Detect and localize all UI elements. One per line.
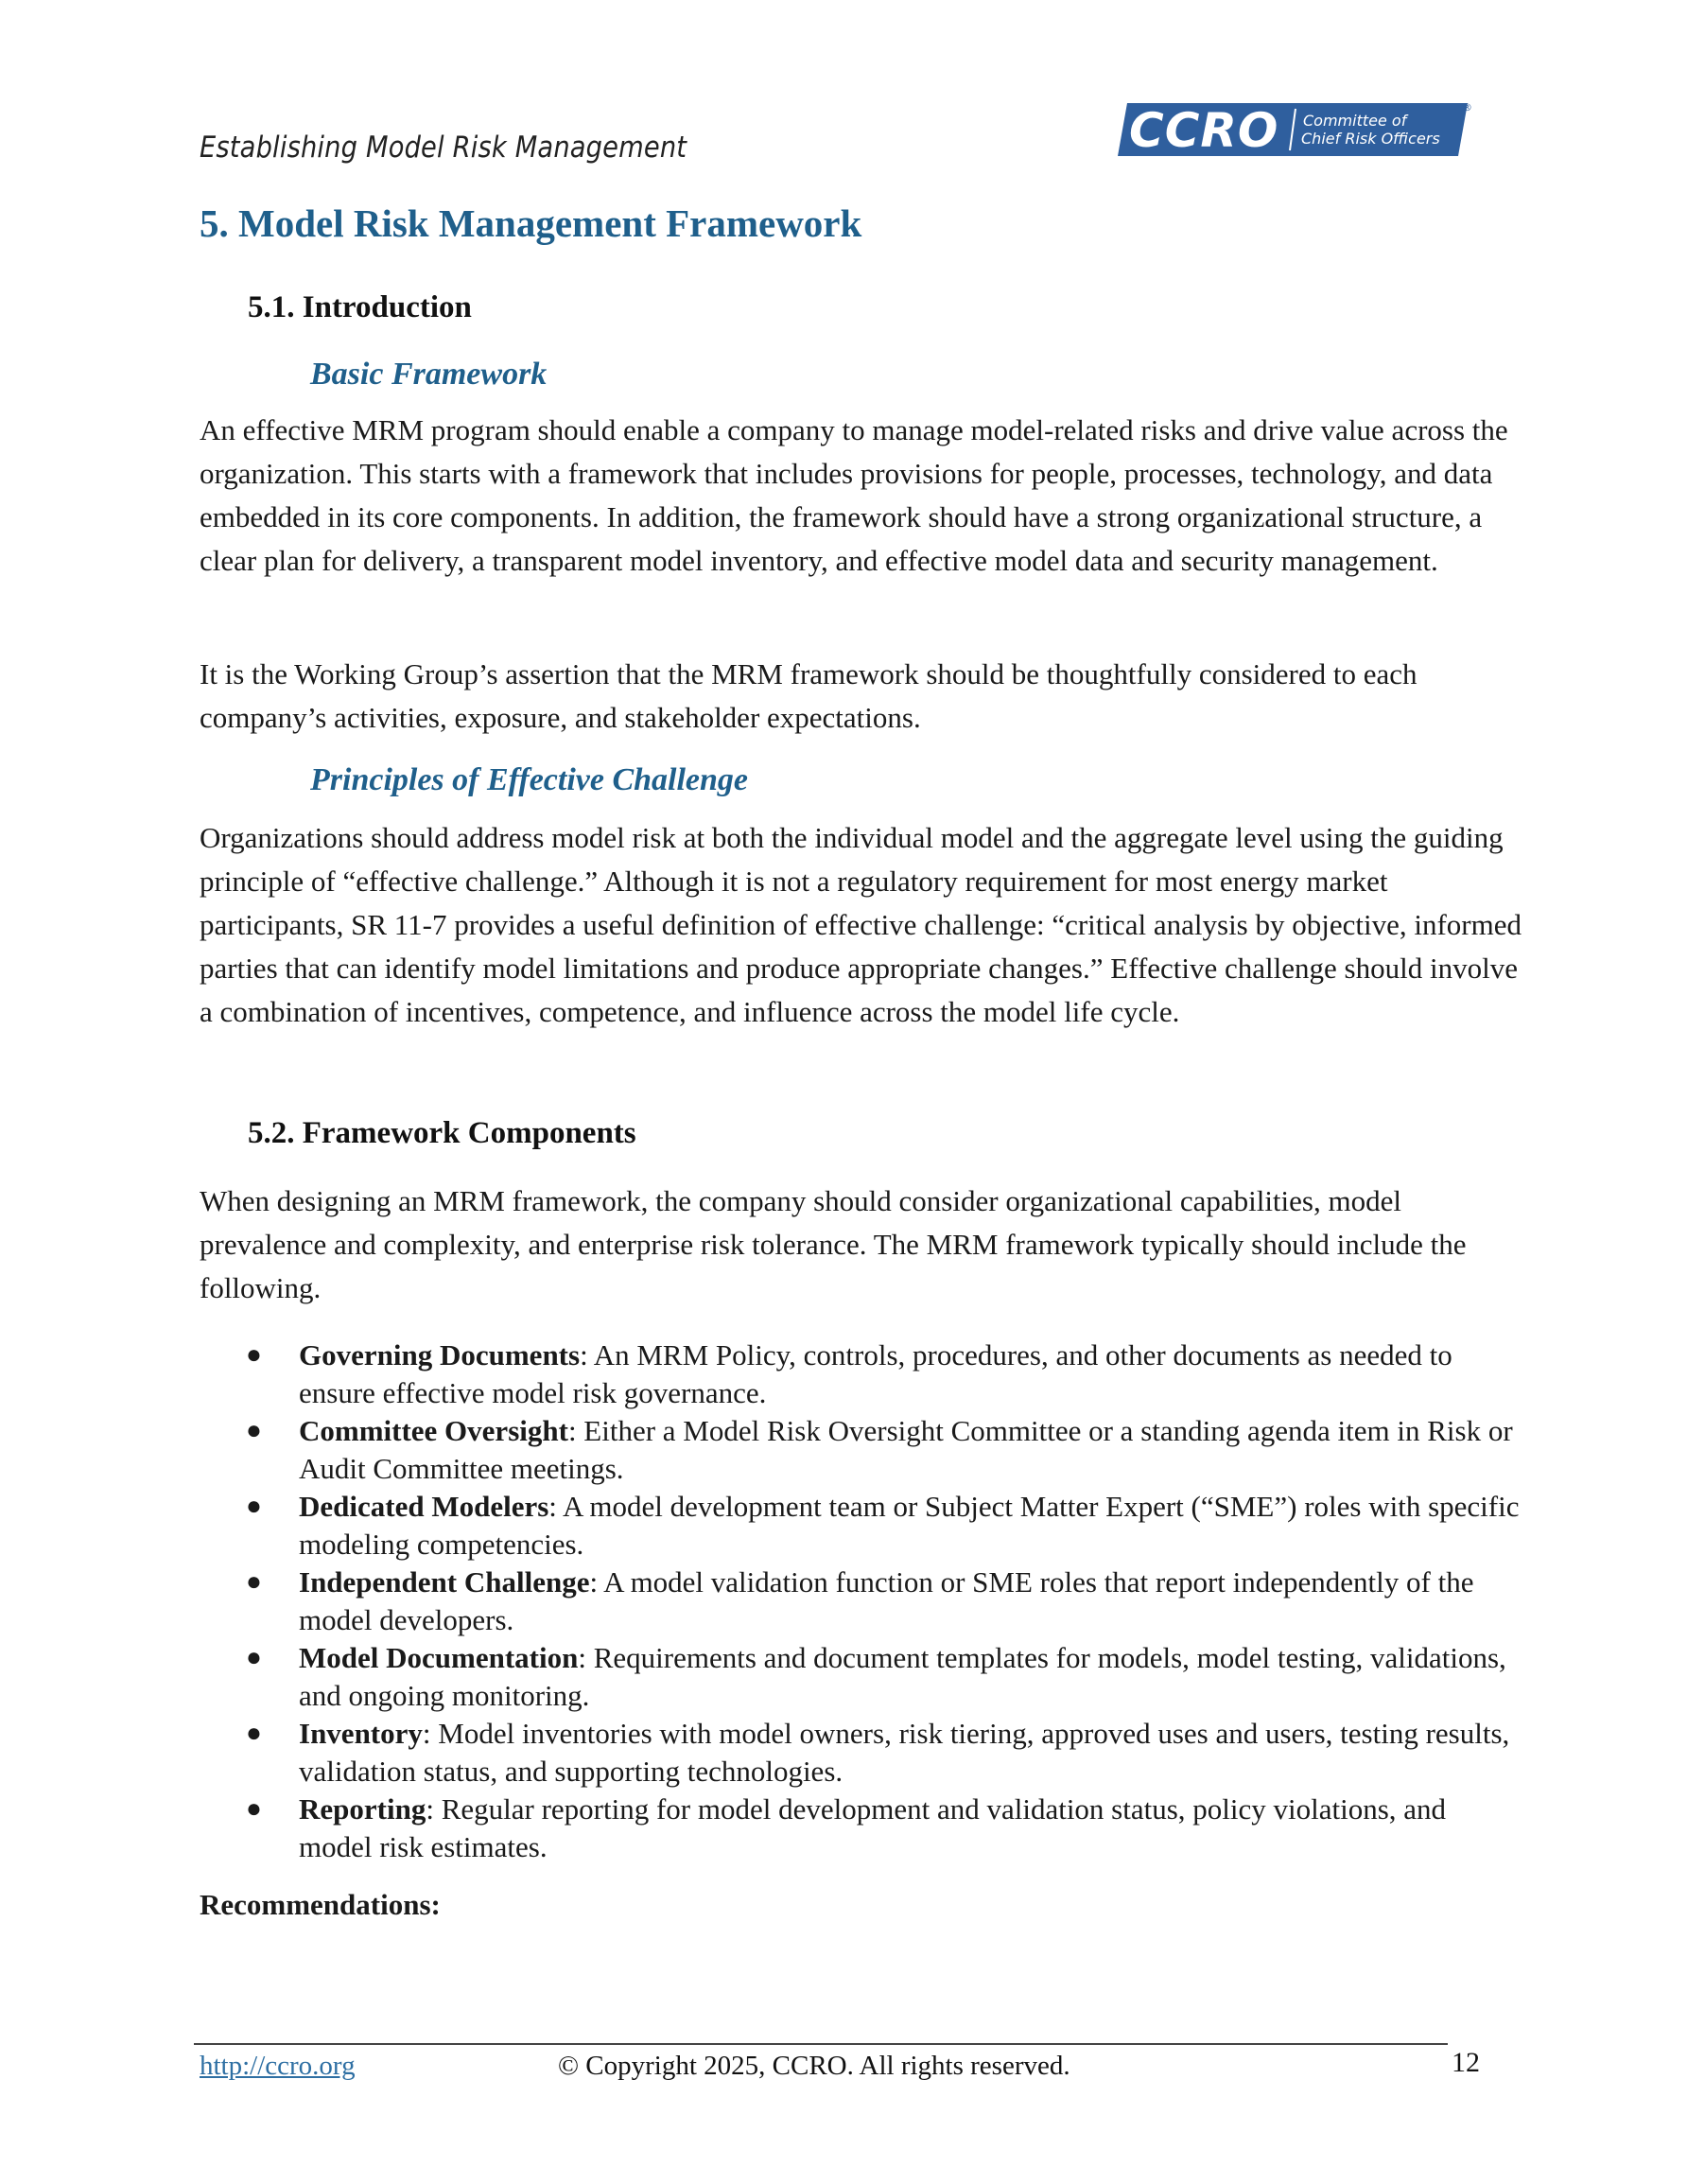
footer-copyright: © Copyright 2025, CCRO. All rights reserved. <box>558 2051 1070 2081</box>
footer-website-link[interactable]: http://ccro.org <box>200 2051 356 2081</box>
section-heading: 5. Model Risk Management Framework <box>200 201 862 245</box>
components-heading: 5.2. Framework Components <box>248 1116 636 1150</box>
components-paragraph: When designing an MRM framework, the company should consider organizational capabilities, model prevalence and complexity, and enterprise risk tolerance. The MRM framework typically should include the following. <box>200 1184 1467 1304</box>
intro-heading: 5.1. Introduction <box>248 290 472 324</box>
logo-registered-mark: ® <box>1462 101 1472 114</box>
principles-paragraph: Organizations should address model risk at both the individual model and the aggregate level using the guiding principle of “effective challenge.” Although it is not a regulatory requirement for most energy market participants, SR 11-7 provides a useful definition of effective challenge: “critical analysis by objective, informed parties that can identify model limitations and produce appropriate changes.” Effective challenge should involve a combination of incentives, competence, and influence across the model life cycle. <box>200 821 1522 1028</box>
list-item: ● Independent Challenge: A model validation function or SME roles that report independently of the model developers. <box>246 1565 1474 1636</box>
logo-wordmark: CCRO <box>1129 103 1279 158</box>
list-item: ● Committee Oversight: Either a Model Risk Oversight Committee or a standing agenda item in Risk or Audit Committee meetings. <box>246 1414 1513 1485</box>
basic-framework-paragraph-1: An effective MRM program should enable a company to manage model-related risks and drive value across the organization. This starts with a framework that includes provisions for people, processes, technology, and data embedded in its core components. In addition, the framework should have a strong organizational structure, a clear plan for delivery, a transparent model inventory, and effective model data and security management. <box>200 413 1508 577</box>
running-header-title: Establishing Model Risk Management <box>200 131 687 165</box>
basic-framework-paragraph-2: It is the Working Group’s assertion that the MRM framework should be thoughtfully considered to each company’s activities, exposure, and stakeholder expectations. <box>200 657 1417 734</box>
components-list <box>200 1337 1523 1866</box>
list-item: ● Reporting: Regular reporting for model development and validation status, policy violations, and model risk estimates. <box>246 1792 1447 1863</box>
ccro-logo <box>1116 97 1475 162</box>
logo-line1: Committee of <box>1303 112 1407 130</box>
list-item: ● Model Documentation: Requirements and document templates for models, model testing, validations, and ongoing monitoring. <box>246 1641 1506 1712</box>
principles-heading: Principles of Effective Challenge <box>310 762 749 797</box>
recommendations-label: Recommendations: <box>200 1888 441 1921</box>
page-number: 12 <box>1452 2047 1480 2078</box>
list-item: ● Inventory: Model inventories with model owners, risk tiering, approved uses and users, testing results, validation status, and supporting technologies. <box>246 1717 1510 1788</box>
logo-line2: Chief Risk Officers <box>1301 130 1440 148</box>
footer-divider <box>194 2043 1448 2045</box>
list-item: ● Dedicated Modelers: A model development team or Subject Matter Expert (“SME”) roles with specific modeling competencies. <box>246 1490 1520 1561</box>
basic-framework-heading: Basic Framework <box>310 357 548 392</box>
list-item: ● Governing Documents: An MRM Policy, controls, procedures, and other documents as needed to ensure effective model risk governance. <box>246 1338 1452 1409</box>
